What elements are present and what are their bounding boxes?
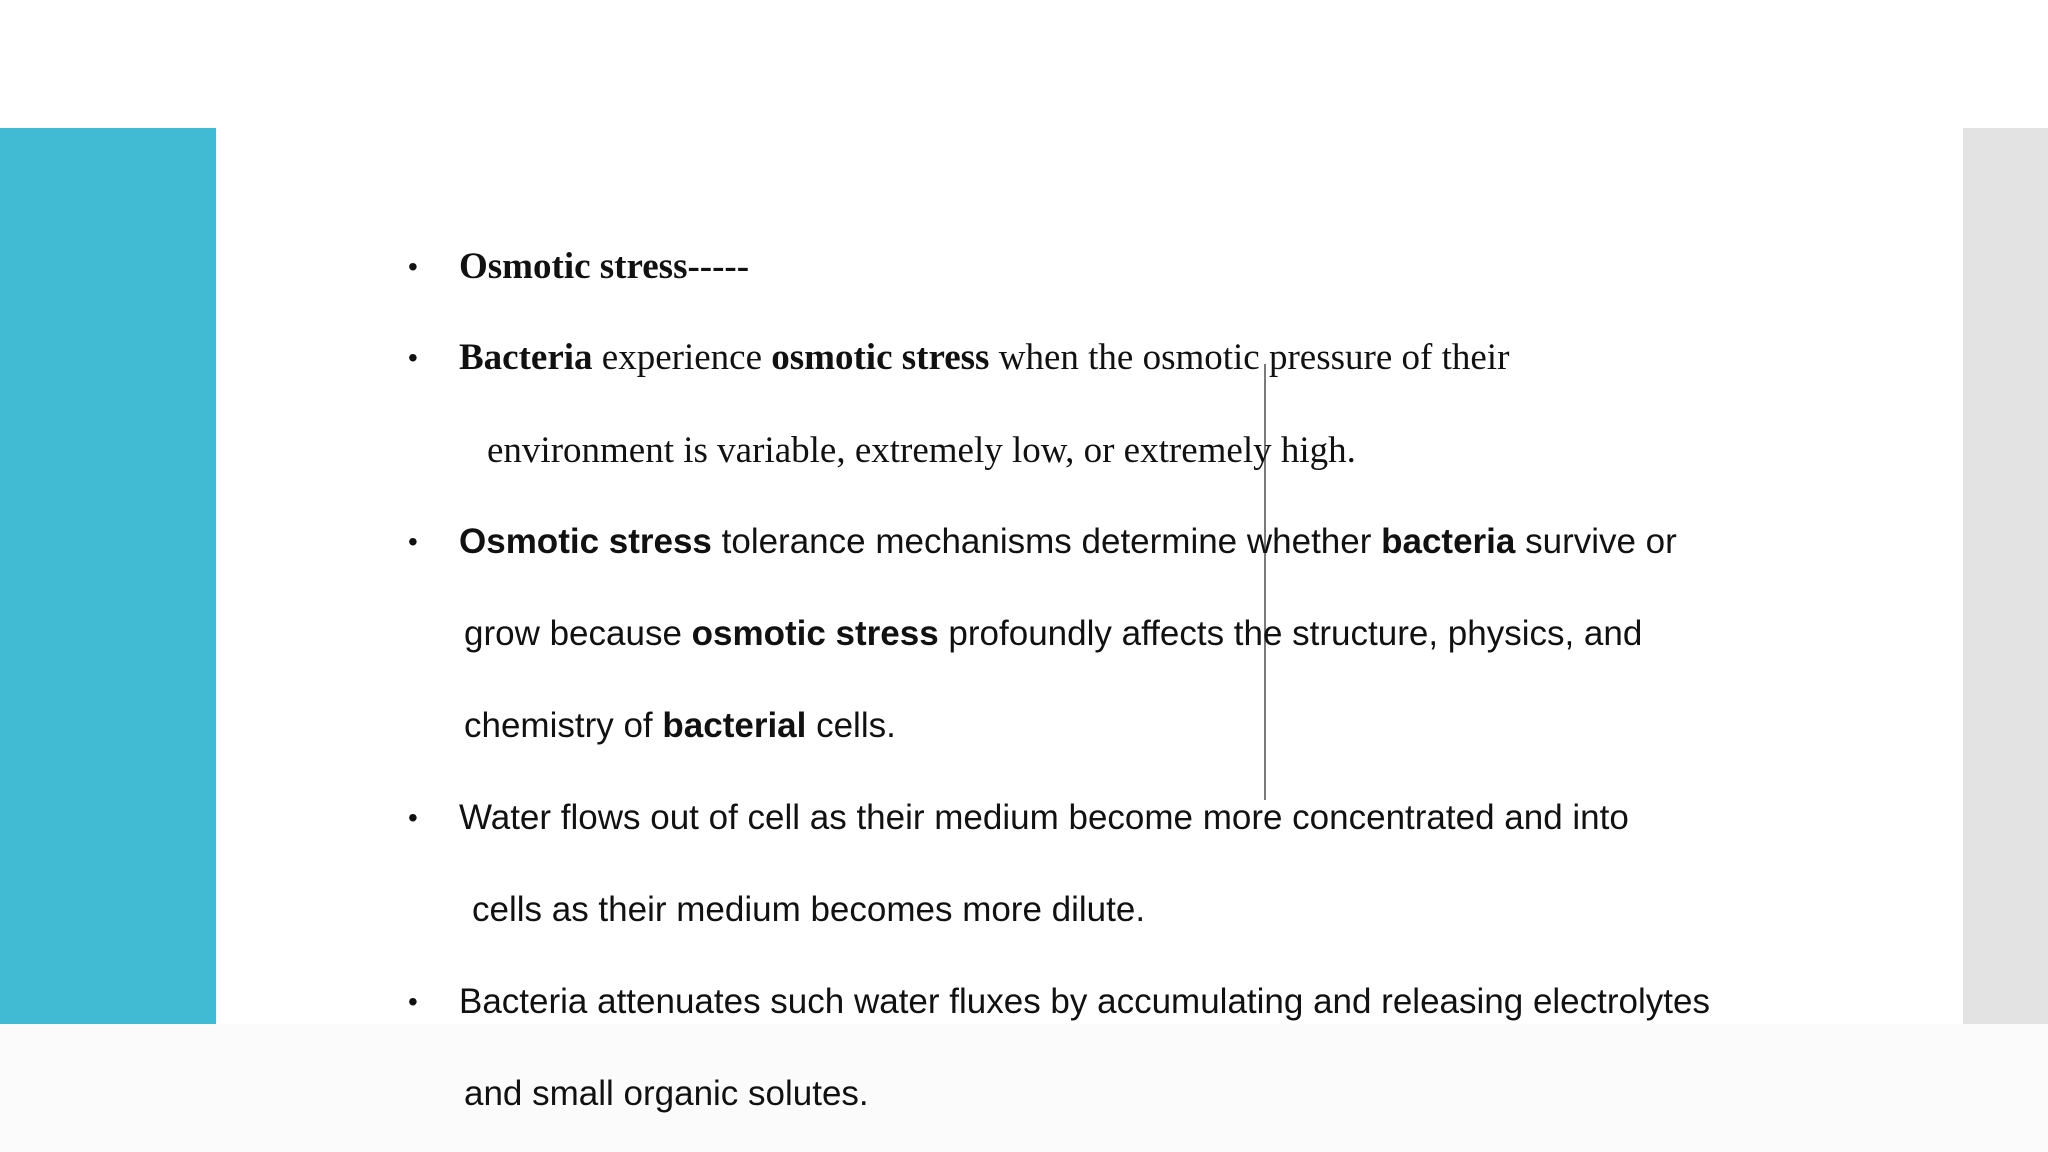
bottom-band bbox=[0, 1024, 2048, 1152]
bullet-2-line-1 bbox=[459, 336, 1509, 379]
bullet-5-line-1 bbox=[459, 982, 1710, 1022]
bullet-marker: • bbox=[408, 251, 418, 282]
bullet-1-line-1 bbox=[459, 245, 749, 288]
bullet-marker: • bbox=[408, 802, 418, 833]
text: environment is variable, extremely low, or extremely high. bbox=[487, 430, 1356, 471]
text: chemistry of bbox=[464, 706, 663, 745]
bullet-5-line-2 bbox=[464, 1074, 869, 1114]
text: Bacteria attenuates such water fluxes by accumulating and releasing electrolytes bbox=[459, 982, 1710, 1021]
bullet-marker: • bbox=[408, 986, 418, 1017]
text: experience bbox=[592, 337, 772, 378]
text: tolerance mechanisms determine whether bbox=[711, 522, 1382, 561]
bullet-3-line-2 bbox=[464, 614, 1642, 654]
accent-bar-left bbox=[0, 128, 216, 1024]
bullet-4-line-1 bbox=[459, 798, 1629, 838]
text: and small organic solutes. bbox=[464, 1074, 869, 1113]
text: cells. bbox=[806, 706, 896, 745]
text: when the osmotic pressure of their bbox=[989, 337, 1510, 378]
accent-bar-right bbox=[1963, 128, 2048, 1024]
bullet-3-line-1 bbox=[459, 522, 1677, 562]
text: cells as their medium becomes more dilute. bbox=[472, 890, 1146, 929]
bullet-3-line-3 bbox=[464, 706, 896, 746]
heading-osmotic-stress: Osmotic stress----- bbox=[459, 246, 750, 287]
text: Water flows out of cell as their medium become more concentrated and into bbox=[459, 798, 1629, 837]
text: survive or bbox=[1515, 522, 1677, 561]
text: grow because bbox=[464, 614, 692, 653]
bold-text: bacteria bbox=[1381, 522, 1516, 561]
bold-text: Osmotic stress bbox=[459, 522, 712, 561]
bullet-marker: • bbox=[408, 526, 418, 557]
bold-text: osmotic stress bbox=[771, 337, 990, 378]
bold-text: osmotic stress bbox=[691, 614, 939, 653]
text: profoundly affects the structure, physics, and bbox=[938, 614, 1643, 653]
bullet-marker: • bbox=[408, 342, 418, 373]
bold-text: bacterial bbox=[662, 706, 807, 745]
bullet-2-line-2 bbox=[487, 429, 1356, 472]
bold-text: Bacteria bbox=[459, 337, 593, 378]
bullet-4-line-2 bbox=[472, 890, 1145, 930]
